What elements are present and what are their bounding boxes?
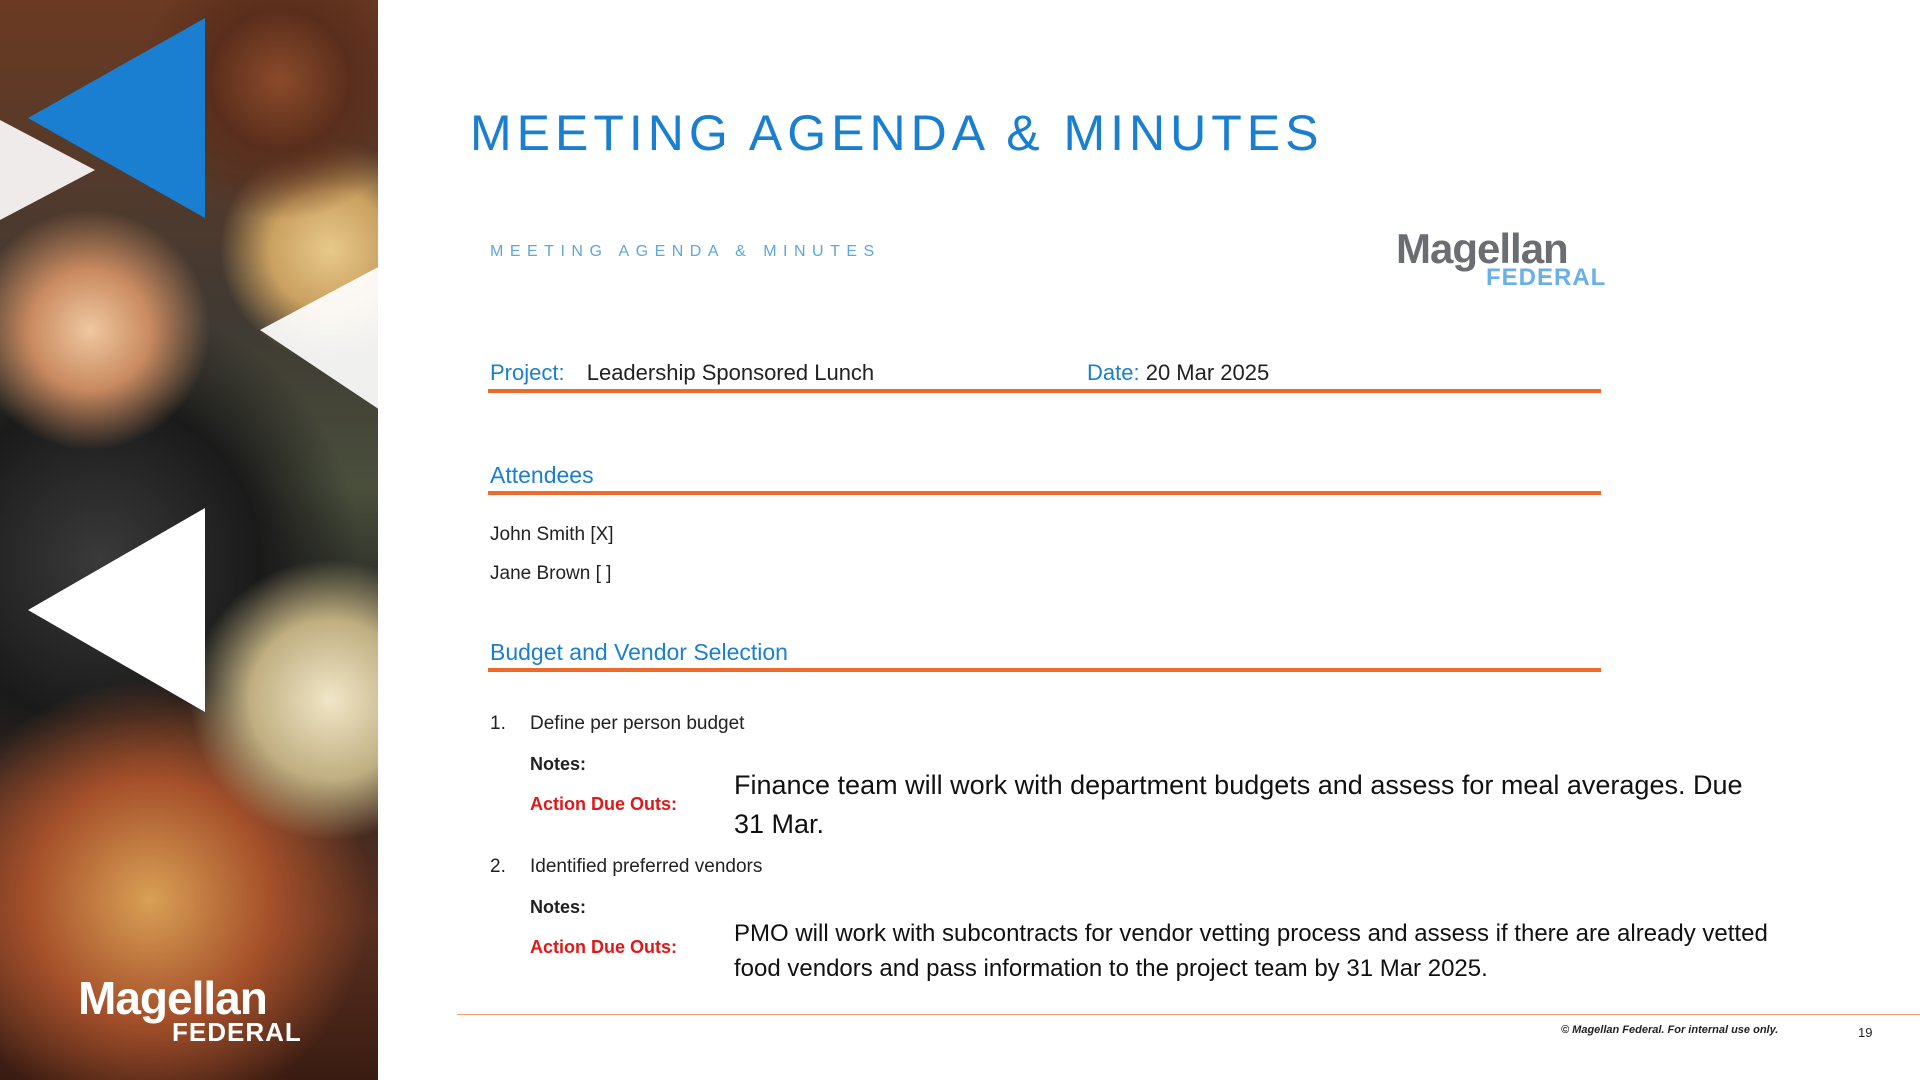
attendee-item: Jane Brown [ ] xyxy=(490,563,612,584)
agenda-item xyxy=(490,856,762,878)
side-logo-line2: FEDERAL xyxy=(172,1017,302,1047)
copyright-notice: © Magellan Federal. For internal use only. xyxy=(1561,1024,1779,1036)
agenda-item-number: 2. xyxy=(490,856,506,877)
action-due-outs-label: Action Due Outs: xyxy=(530,937,677,957)
agenda-item-number: 1. xyxy=(490,713,506,734)
notes-label: Notes: xyxy=(530,897,587,917)
notes-label: Notes: xyxy=(530,754,587,774)
agenda-item xyxy=(490,713,744,735)
attendees-divider xyxy=(488,491,1601,495)
project-field xyxy=(490,360,874,386)
budget-divider xyxy=(488,668,1601,672)
item-notes-text: PMO will work with subcontracts for vendor vetting process and assess if there are already vetted food vendors and pass information to the project team by 31 Mar 2025. xyxy=(734,920,1768,982)
date-field xyxy=(1087,360,1269,386)
date-value: 20 Mar 2025 xyxy=(1145,360,1270,385)
budget-heading: Budget and Vendor Selection xyxy=(490,639,788,665)
project-value: Leadership Sponsored Lunch xyxy=(586,360,875,385)
side-photo-collage xyxy=(0,0,378,1080)
attendees-heading: Attendees xyxy=(490,462,594,488)
date-label: Date: xyxy=(1087,360,1140,385)
company-logo xyxy=(1396,225,1607,292)
project-divider xyxy=(488,389,1601,393)
slide-title: MEETING AGENDA & MINUTES xyxy=(470,105,1324,161)
white-triangle-shape xyxy=(28,508,205,712)
attendee-item: John Smith [X] xyxy=(490,524,614,545)
footer-divider xyxy=(457,1014,1920,1015)
project-label: Project: xyxy=(490,360,565,385)
document-heading: MEETING AGENDA & MINUTES xyxy=(490,243,881,260)
action-due-outs-label: Action Due Outs: xyxy=(530,794,677,814)
agenda-item-text: Define per person budget xyxy=(530,713,745,734)
side-logo-line1: Magellan xyxy=(78,972,267,1024)
logo-line1: Magellan xyxy=(1396,225,1568,272)
agenda-item-text: Identified preferred vendors xyxy=(530,856,763,877)
side-logo xyxy=(78,972,302,1048)
page-number: 19 xyxy=(1858,1025,1873,1040)
decorative-triangles xyxy=(0,0,378,1080)
logo-line2: FEDERAL xyxy=(1486,264,1607,291)
item-notes-text: Finance team will work with department budgets and assess for meal averages. Due 31 Mar. xyxy=(734,770,1743,839)
white-arrow-shape xyxy=(260,250,378,430)
